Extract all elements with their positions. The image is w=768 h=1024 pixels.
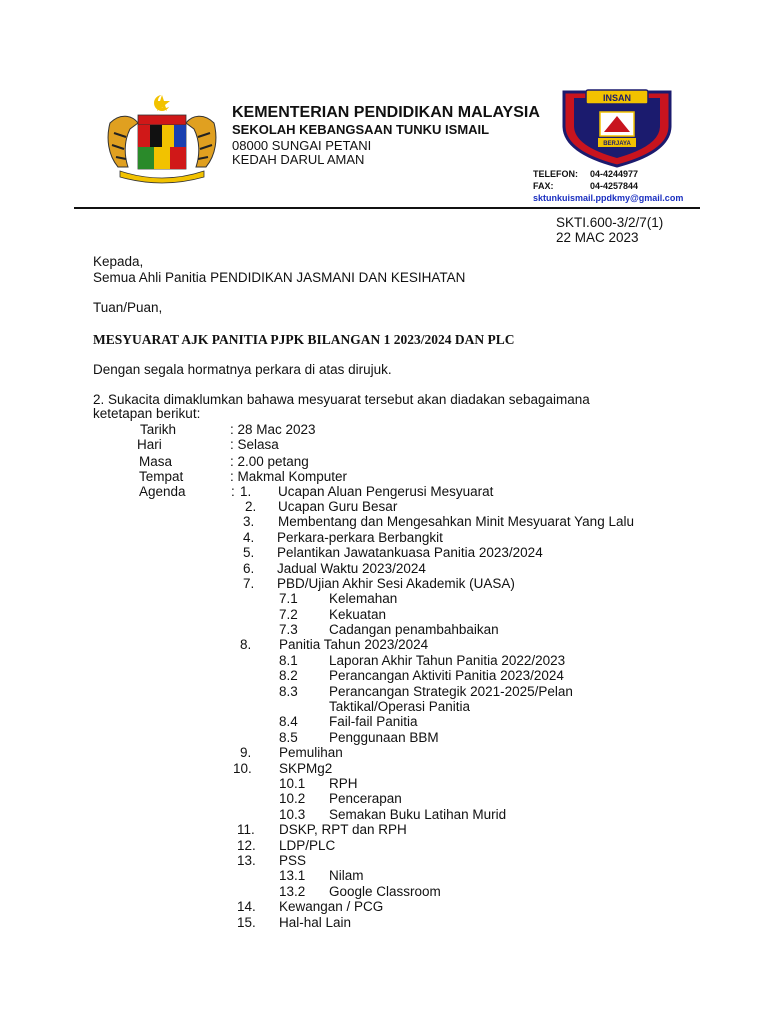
agenda-item-number: 15.: [237, 915, 256, 930]
agenda-item-number: 3.: [243, 514, 255, 529]
ministry-name: KEMENTERIAN PENDIDIKAN MALAYSIA: [232, 104, 540, 121]
agenda-item-text: Jadual Waktu 2023/2024: [277, 561, 426, 576]
tarikh-label: Tarikh: [140, 422, 177, 437]
agenda-subitem-number: 8.1: [279, 653, 298, 668]
agenda-subitem-text: Perancangan Aktiviti Panitia 2023/2024: [329, 668, 564, 683]
masa-label: Masa: [139, 454, 173, 469]
agenda-subitem-text: Semakan Buku Latihan Murid: [329, 807, 507, 822]
agenda-item-number: 9.: [240, 745, 252, 760]
agenda-subitem-text: Kekuatan: [329, 607, 387, 622]
agenda-item-text: SKPMg2: [279, 761, 333, 776]
agenda-subitem-number: 8.2: [279, 668, 298, 683]
agenda-item-number: 13.: [237, 853, 256, 868]
school-shield-logo-icon: [556, 86, 678, 168]
agenda-item-text: Panitia Tahun 2023/2024: [279, 637, 429, 652]
agenda-subitem-text: Laporan Akhir Tahun Panitia 2022/2023: [329, 653, 566, 668]
address-line-1: 08000 SUNGAI PETANI: [232, 138, 372, 153]
to-label: Kepada,: [93, 254, 144, 269]
agenda-subitem-number: 10.3: [279, 807, 306, 822]
hari-label: Hari: [137, 437, 162, 452]
malaysia-coat-of-arms-icon: [102, 93, 222, 185]
agenda-colon: :: [231, 484, 235, 499]
agenda-item-text: Hal-hal Lain: [279, 915, 352, 930]
salutation: Tuan/Puan,: [93, 300, 163, 315]
logo-motto: BERJAYA: [603, 141, 631, 147]
agenda-subitem-text: Penggunaan BBM: [329, 730, 439, 745]
agenda-subitem-text: Kelemahan: [329, 591, 398, 606]
hari-value: : Selasa: [230, 437, 279, 452]
letterhead-divider: [74, 207, 700, 209]
agenda-subitem-number: 7.3: [279, 622, 298, 637]
agenda-subitem-number: 10.2: [279, 791, 306, 806]
agenda-item-text: Membentang dan Mengesahkan Minit Mesyuarat Yang Lalu: [278, 514, 634, 529]
agenda-subitem-text: Fail-fail Panitia: [329, 714, 418, 729]
agenda-item-text: PSS: [279, 853, 307, 868]
agenda-subitem-number: 10.1: [279, 776, 306, 791]
paragraph-2-line-2: ketetapan berikut:: [93, 406, 201, 421]
agenda-item-text: Perkara-perkara Berbangkit: [277, 530, 443, 545]
tempat-value: : Makmal Komputer: [230, 469, 348, 484]
agenda-item-number: 5.: [243, 545, 255, 560]
school-email: sktunkuismail.ppdkmy@gmail.com: [533, 193, 684, 203]
agenda-subitem-text: Cadangan penambahbaikan: [329, 622, 499, 637]
agenda-subitem-number: 13.2: [279, 884, 306, 899]
school-name: SEKOLAH KEBANGSAAN TUNKU ISMAIL: [232, 122, 490, 137]
reference-number: SKTI.600-3/2/7(1): [556, 215, 664, 230]
agenda-item-text: Ucapan Aluan Pengerusi Mesyuarat: [278, 484, 494, 499]
letter-title: MESYUARAT AJK PANITIA PJPK BILANGAN 1 2023/2024 DAN PLC: [93, 332, 515, 347]
masa-value: : 2.00 petang: [230, 454, 309, 469]
agenda-subitem-text: Google Classroom: [329, 884, 441, 899]
agenda-subitem-text: Pencerapan: [329, 791, 402, 806]
agenda-item-number: 6.: [243, 561, 255, 576]
paragraph-1: Dengan segala hormatnya perkara di atas dirujuk.: [93, 362, 392, 377]
agenda-subitem-number: 13.1: [279, 868, 306, 883]
agenda-subitem-number: 7.1: [279, 591, 298, 606]
agenda-item-number: 4.: [243, 530, 255, 545]
letter-date: 22 MAC 2023: [556, 230, 639, 245]
agenda-label: Agenda: [139, 484, 186, 499]
tempat-label: Tempat: [139, 469, 184, 484]
agenda-item-number: 10.: [233, 761, 252, 776]
agenda-subitem-text: Taktikal/Operasi Panitia: [329, 699, 471, 714]
agenda-item-number: 12.: [237, 838, 256, 853]
fax-label: FAX:: [533, 181, 554, 191]
fax-value: 04-4257844: [590, 181, 639, 191]
agenda-item-number: 8.: [240, 637, 252, 652]
agenda-subitem-number: 8.4: [279, 714, 298, 729]
paragraph-2-line-1: 2. Sukacita dimaklumkan bahawa mesyuarat tersebut akan diadakan sebagaimana: [93, 392, 590, 407]
agenda-subitem-text: RPH: [329, 776, 358, 791]
agenda-item-text: Ucapan Guru Besar: [278, 499, 398, 514]
agenda-item-text: Pelantikan Jawatankuasa Panitia 2023/2024: [277, 545, 543, 560]
agenda-item-number: 11.: [237, 822, 255, 837]
agenda-item-text: PBD/Ujian Akhir Sesi Akademik (UASA): [277, 576, 515, 591]
agenda-subitem-number: 8.3: [279, 684, 298, 699]
agenda-item-text: Pemulihan: [279, 745, 343, 760]
logo-banner-text: INSAN: [602, 93, 632, 103]
agenda-item-number: 14.: [237, 899, 256, 914]
telefon-value: 04-4244977: [590, 169, 639, 179]
agenda-subitem-number: 7.2: [279, 607, 298, 622]
tarikh-value: : 28 Mac 2023: [230, 422, 316, 437]
agenda-subitem-text: Nilam: [329, 868, 364, 883]
telefon-label: TELEFON:: [533, 169, 578, 179]
agenda-subitem-text: Perancangan Strategik 2021-2025/Pelan: [329, 684, 573, 699]
agenda-item-number: 1.: [240, 484, 252, 499]
agenda-item-number: 2.: [245, 499, 257, 514]
agenda-item-text: LDP/PLC: [279, 838, 336, 853]
address-line-2: KEDAH DARUL AMAN: [232, 152, 365, 167]
agenda-item-text: Kewangan / PCG: [279, 899, 384, 914]
agenda-subitem-number: 8.5: [279, 730, 298, 745]
recipient: Semua Ahli Panitia PENDIDIKAN JASMANI DAN KESIHATAN: [93, 270, 466, 285]
agenda-item-text: DSKP, RPT dan RPH: [279, 822, 407, 837]
agenda-item-number: 7.: [243, 576, 255, 591]
